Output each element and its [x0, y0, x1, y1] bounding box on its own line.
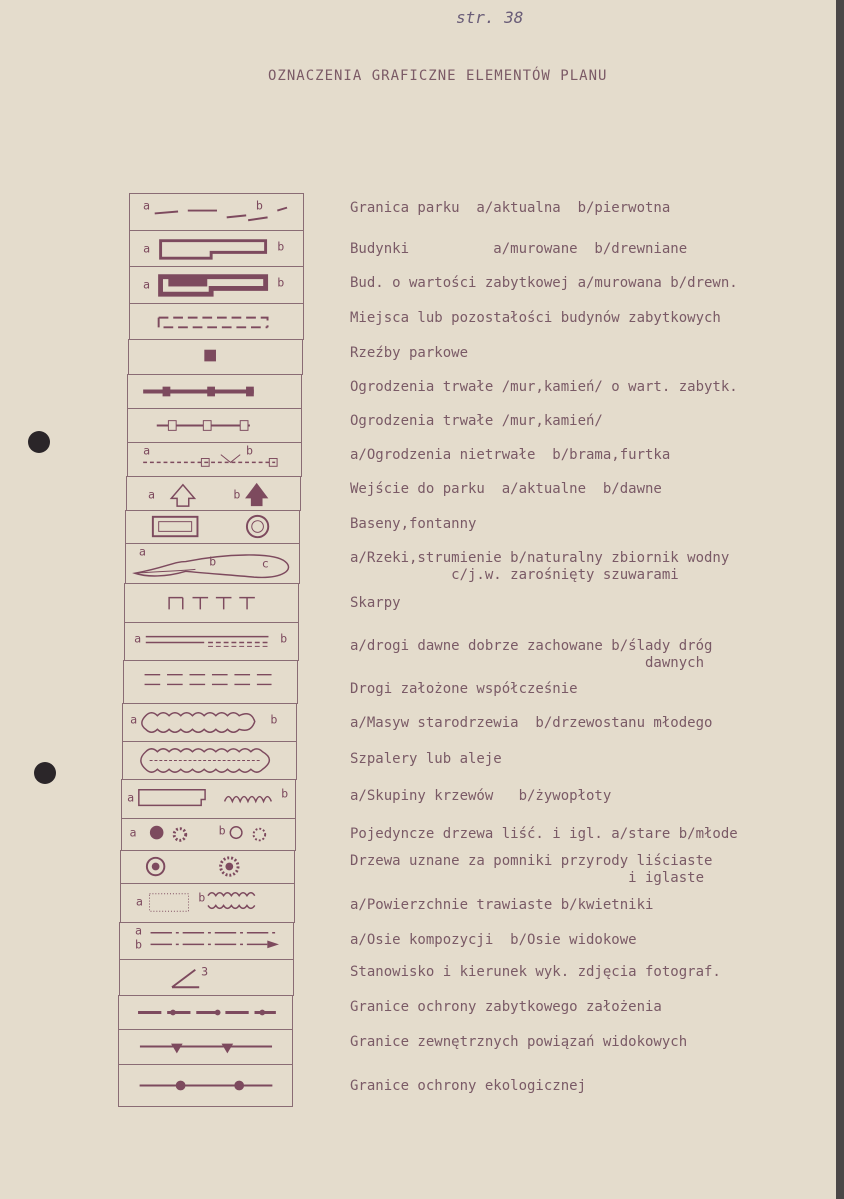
old-roads-symbol-graphic — [125, 623, 298, 660]
temporary-fence-symbol — [127, 442, 302, 477]
svg-text:b: b — [209, 554, 217, 569]
svg-text:a: a — [134, 923, 143, 938]
legend-description: a/Rzeki,strumienie b/naturalny zbiornik wodny c/j.w. zarośnięty szuwarami — [350, 550, 730, 583]
legend-description: Budynki a/murowane b/drewniane — [350, 241, 688, 257]
rivers-symbol — [125, 543, 300, 584]
svg-text:b: b — [277, 275, 285, 290]
svg-text:b: b — [280, 631, 288, 646]
historic-fence-symbol-graphic — [128, 375, 301, 408]
modern-roads-symbol — [123, 660, 298, 704]
photo-position-symbol — [119, 959, 294, 996]
legend-description: a/Ogrodzenia nietrwałe b/brama,furtka — [350, 447, 671, 463]
svg-text:b: b — [281, 786, 289, 801]
permanent-fence-symbol-graphic — [128, 409, 301, 442]
building-remains-symbol — [129, 303, 304, 340]
svg-text:a: a — [143, 241, 151, 256]
svg-text:a: a — [143, 277, 151, 292]
legend-description: Granice ochrony zabytkowego założenia — [350, 999, 662, 1015]
svg-text:3: 3 — [201, 964, 209, 979]
svg-text:a: a — [127, 790, 135, 805]
pools-fountains-symbol-graphic — [126, 511, 299, 543]
legend-description: a/Skupiny krzewów b/żywopłoty — [350, 788, 612, 804]
legend-description: Rzeźby parkowe — [350, 345, 469, 361]
legend-description: a/Osie kompozycji b/Osie widokowe — [350, 932, 637, 948]
nature-monument-symbol — [120, 850, 295, 884]
building-remains-symbol-graphic — [130, 304, 303, 339]
legend-description: Bud. o wartości zabytkowej a/murowana b/drewn. — [350, 275, 738, 291]
svg-text:b: b — [277, 239, 285, 254]
nature-monument-symbol-graphic — [121, 851, 294, 883]
punch-hole — [34, 762, 56, 784]
tree-masses-symbol-graphic — [123, 704, 296, 741]
historic-buildings-symbol — [129, 266, 304, 304]
svg-text:a: a — [129, 825, 137, 840]
single-trees-symbol-graphic — [122, 819, 295, 850]
buildings-symbol-graphic — [130, 231, 303, 266]
svg-text:b: b — [218, 823, 226, 838]
view-links-boundary-symbol-graphic — [119, 1030, 292, 1064]
embankment-symbol — [124, 583, 299, 623]
svg-text:b: b — [233, 487, 241, 502]
legend-description: Granice zewnętrznych powiązań widokowych — [350, 1034, 688, 1050]
page-title: OZNACZENIA GRAFICZNE ELEMENTÓW PLANU — [268, 68, 608, 84]
park-boundary-symbol-graphic — [130, 194, 303, 230]
lawns-symbol-graphic — [121, 884, 294, 922]
embankment-symbol-graphic — [125, 584, 298, 622]
legend-description: Szpalery lub aleje — [350, 751, 502, 767]
hedgerows-symbol-graphic — [123, 742, 296, 779]
legend-description: Granica parku a/aktualna b/pierwotna — [350, 200, 671, 216]
historic-fence-symbol — [127, 374, 302, 409]
legend-description: Ogrodzenia trwałe /mur,kamień/ — [350, 413, 603, 429]
legend-description: Drogi założone współcześnie — [350, 681, 578, 697]
legend-description: Ogrodzenia trwałe /mur,kamień/ o wart. zabytk. — [350, 379, 738, 395]
axes-symbol-graphic — [120, 923, 293, 959]
svg-text:a: a — [143, 198, 151, 213]
svg-text:a: a — [134, 631, 142, 646]
modern-roads-symbol-graphic — [124, 661, 297, 703]
photo-position-symbol-graphic — [120, 960, 293, 995]
legend-description: Drzewa uznane za pomniki przyrody liściaste i iglaste — [350, 853, 713, 886]
legend-description: Pojedyncze drzewa liść. i igl. a/stare b/młode — [350, 826, 738, 842]
axes-symbol — [119, 922, 294, 960]
view-links-boundary-symbol — [118, 1029, 293, 1065]
legend-description: a/Masyw starodrzewia b/drzewostanu młodego — [350, 715, 713, 731]
punch-hole — [28, 431, 50, 453]
park-boundary-symbol — [129, 193, 304, 231]
legend-description: Wejście do parku a/aktualne b/dawne — [350, 481, 662, 497]
sculpture-symbol — [128, 339, 303, 375]
heritage-protection-boundary-symbol — [118, 995, 293, 1030]
svg-text:b: b — [270, 712, 278, 727]
shrubs-symbol-graphic — [122, 780, 295, 818]
heritage-protection-boundary-symbol-graphic — [119, 996, 292, 1029]
svg-text:c: c — [261, 556, 269, 571]
ecological-protection-boundary-symbol-graphic — [119, 1065, 292, 1106]
svg-text:a: a — [143, 443, 151, 458]
page-number: str. 38 — [456, 8, 524, 27]
ecological-protection-boundary-symbol — [118, 1064, 293, 1107]
svg-text:b: b — [198, 890, 206, 905]
svg-text:a: a — [130, 712, 138, 727]
svg-text:a: a — [135, 894, 143, 909]
shrubs-symbol — [121, 779, 296, 819]
pools-fountains-symbol — [125, 510, 300, 544]
permanent-fence-symbol — [127, 408, 302, 443]
hedgerows-symbol — [122, 741, 297, 780]
sculpture-symbol-graphic — [129, 340, 302, 374]
svg-text:b: b — [134, 937, 143, 952]
legend-description: a/drogi dawne dobrze zachowane b/ślady dróg dawnych — [350, 638, 713, 671]
legend-description: Baseny,fontanny — [350, 516, 477, 532]
park-entrance-symbol — [126, 476, 301, 511]
rivers-symbol-graphic — [126, 544, 299, 583]
svg-text:a: a — [138, 544, 146, 559]
tree-masses-symbol — [122, 703, 297, 742]
legend-description: Granice ochrony ekologicznej — [350, 1078, 587, 1094]
single-trees-symbol — [121, 818, 296, 851]
legend-description: Skarpy — [350, 595, 401, 611]
park-entrance-symbol-graphic — [127, 477, 300, 510]
historic-buildings-symbol-graphic — [130, 267, 303, 303]
legend-description: Stanowisko i kierunek wyk. zdjęcia fotograf. — [350, 964, 721, 980]
buildings-symbol — [129, 230, 304, 267]
legend-description: a/Powierzchnie trawiaste b/kwietniki — [350, 897, 654, 913]
svg-text:a: a — [147, 487, 155, 502]
svg-text:b: b — [255, 198, 263, 213]
scan-edge — [836, 0, 844, 1199]
legend-description: Miejsca lub pozostałości budynów zabytkowych — [350, 310, 721, 326]
lawns-symbol — [120, 883, 295, 923]
old-roads-symbol — [124, 622, 299, 661]
temporary-fence-symbol-graphic — [128, 443, 301, 476]
svg-text:b: b — [246, 443, 254, 458]
